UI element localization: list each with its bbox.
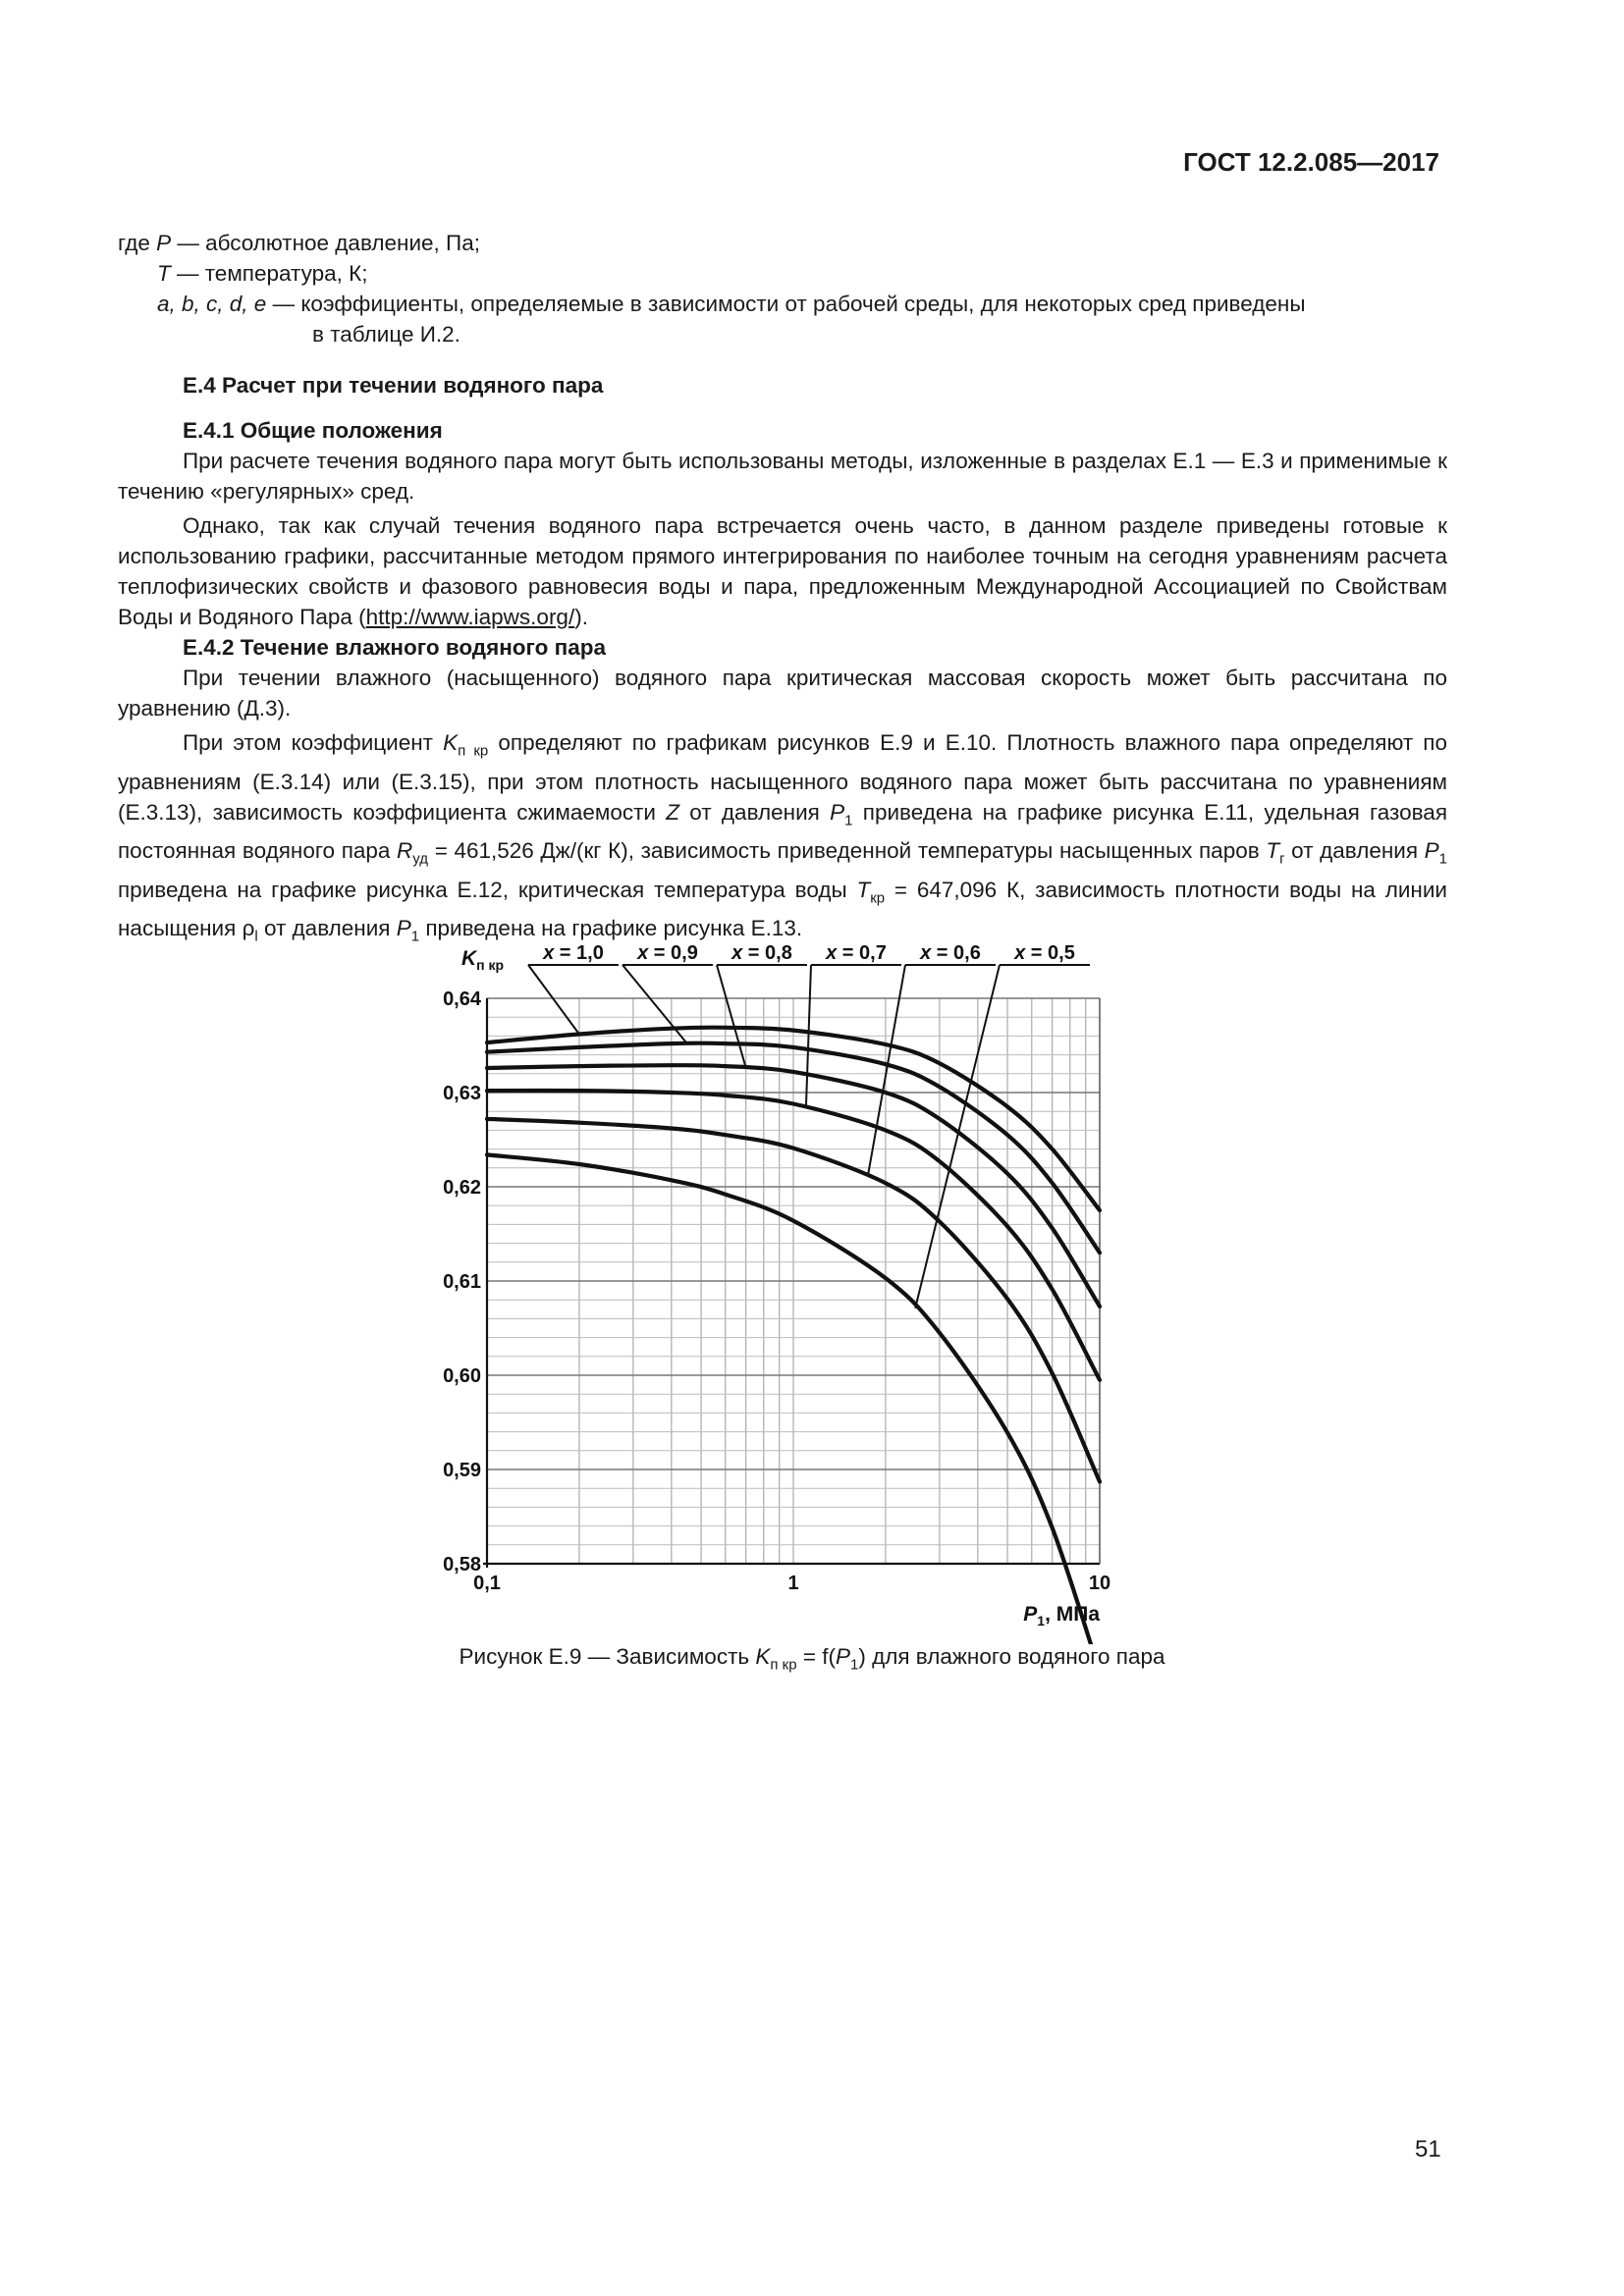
series-label: x = 1,0 <box>543 942 604 964</box>
x-tick-label: 1 <box>787 1573 799 1594</box>
definition-coefficients-cont: в таблице И.2. <box>312 322 460 347</box>
chart-svg <box>412 937 1159 1644</box>
definition-coefficients: a, b, c, d, e — коэффициенты, определяемые в зависимости от рабочей среды, для некоторых сред приведены <box>157 292 1306 316</box>
series-label: x = 0,5 <box>1014 942 1075 964</box>
section-e41 <box>118 415 1447 952</box>
iapws-link[interactable]: http://www.iapws.org/ <box>365 605 575 629</box>
document-code: ГОСТ 12.2.085—2017 <box>1183 147 1439 177</box>
section-e41-paragraph-2: Однако, так как случай течения водяного пара встречается очень часто, в данном разделе приведены готовые к использованию графики, рассчитанные методом прямого интегрирования по наиболее точным на сегодня уравнениям расчета теплофизических свойств и фазового равновесия воды и пара, предложенным Международной Ассоциацией по Свойствам Воды и Водяного Пара (http://www.iapws.org/). <box>118 513 1447 629</box>
definitions-block <box>118 228 1447 349</box>
series-label: x = 0,9 <box>637 942 698 964</box>
section-e4-title: Е.4 Расчет при течении водяного пара <box>183 373 604 398</box>
definition-pressure: где P — абсолютное давление, Па; <box>118 231 480 255</box>
section-e42-paragraph-1: При течении влажного (насыщенного) водяного пара критическая массовая скорость может быть рассчитана по уравнению (Д.3). <box>118 666 1447 721</box>
series-leader-line <box>868 965 905 1176</box>
y-tick-label: 0,62 <box>443 1177 481 1199</box>
y-tick-label: 0,61 <box>443 1271 481 1293</box>
series-label: x = 0,7 <box>826 942 887 964</box>
page-number: 51 <box>1415 2136 1441 2163</box>
series-label: x = 0,6 <box>920 942 981 964</box>
x-tick-label: 0,1 <box>473 1573 501 1594</box>
series-leader-line <box>915 965 1000 1308</box>
series-leader-line <box>528 965 579 1034</box>
definition-temperature: T — температура, К; <box>157 261 368 286</box>
x-tick-label: 10 <box>1088 1573 1111 1594</box>
figure-caption: Рисунок Е.9 — Зависимость $K_{п кр} = f(P_1)$ для влажного водяного пара <box>459 1644 1165 1674</box>
y-tick-label: 0,60 <box>443 1365 481 1387</box>
series-label: x = 0,8 <box>731 942 792 964</box>
y-axis-label: $K_{п кр}$ <box>461 947 505 973</box>
section-e4 <box>118 370 1447 400</box>
section-e42-paragraph-2: При этом коэффициент $K_{п кр}$ определяют по графикам рисунков Е.9 и Е.10. Плотность влажного пара определяют по уравнениям (Е.3.14) или (Е.3.15), при этом плотность насыщенного водяного пара может быть рассчитана по уравнениям (Е.3.13), зависимость коэффициента сжимаемости Z от давления $P_1$ приведена на графике рисунка Е.11, удельная газовая постоянная водяного пара $R_{уд} = 461,526$ Дж/(кг К), зависимость приведенной температуры насыщенных паров $T_г$ от давления $P_1$ приведена на графике рисунка Е.12, критическая температура воды $T_{кр} = 647,096$ К, зависимость плотности воды на линии насыщения $\rho_l$ от давления $P_1$ приведена на графике рисунка Е.13. <box>118 730 1448 945</box>
y-tick-label: 0,63 <box>443 1083 481 1104</box>
y-tick-label: 0,64 <box>443 988 481 1010</box>
section-e41-title: Е.4.1 Общие положения <box>183 418 443 443</box>
section-e41-paragraph-1: При расчете течения водяного пара могут быть использованы методы, изложенные в разделах Е.1 — Е.3 и применимые к течению «регулярных» сред. <box>118 449 1447 504</box>
section-e42-title: Е.4.2 Течение влажного водяного пара <box>183 635 606 660</box>
series-leader-line <box>717 965 746 1068</box>
x-axis-label: $P_1$, МПа <box>1023 1603 1100 1629</box>
figure-e9-chart <box>412 937 1159 1644</box>
y-tick-label: 0,58 <box>443 1554 481 1575</box>
y-tick-label: 0,59 <box>443 1460 481 1481</box>
